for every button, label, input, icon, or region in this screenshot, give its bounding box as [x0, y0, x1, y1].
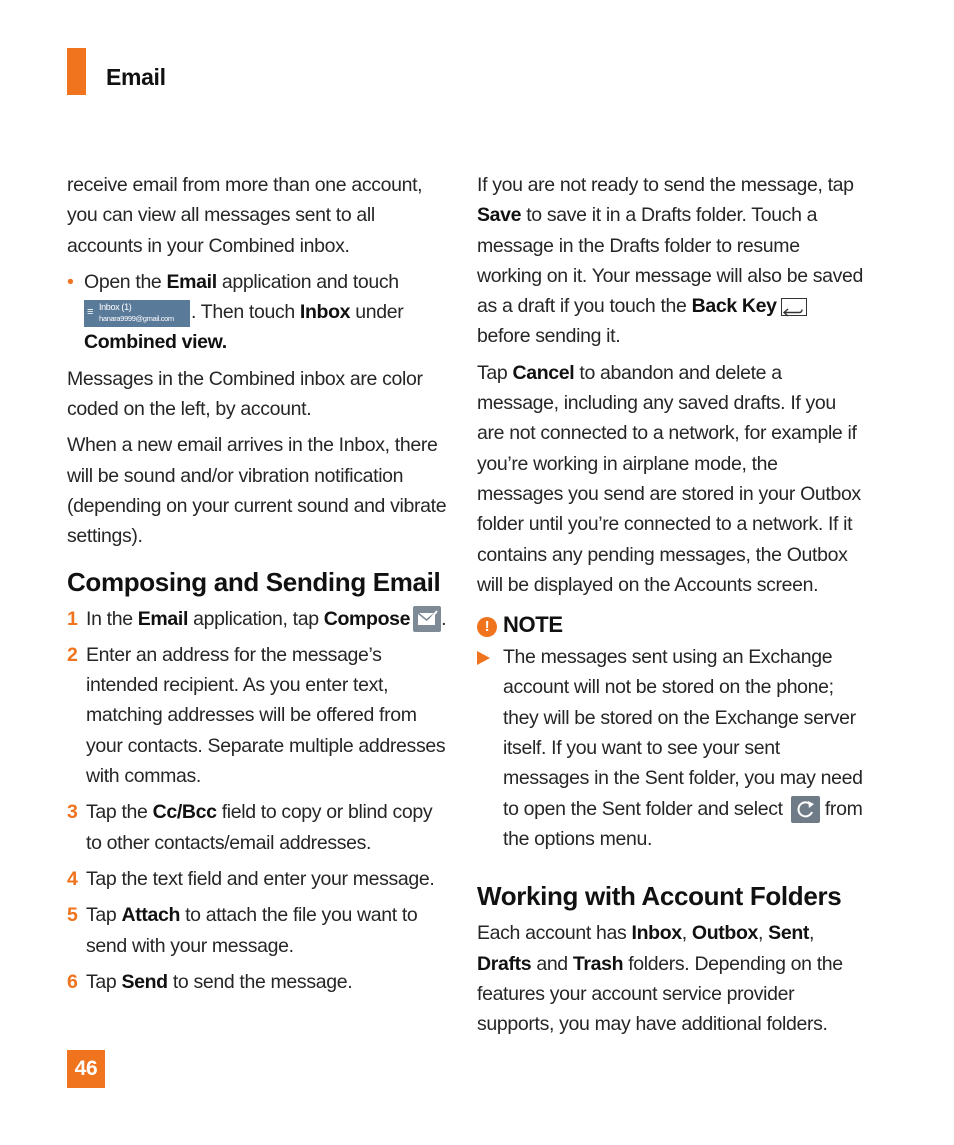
inbox-chip-image: ≡ Inbox (1) hanara9999@gmail.com	[84, 300, 190, 327]
note-heading: ! NOTE	[477, 610, 867, 640]
paragraph-notification: When a new email arrives in the Inbox, there will be sound and/or vibration notification (depending on your current sound and vibrate settings).	[67, 434, 447, 548]
refresh-icon	[791, 796, 820, 823]
step-2: 2 Enter an address for the message’s intended recipient. As you enter text, matching addresses will be offered from your contacts. Separate multiple addresses with commas.	[67, 643, 446, 788]
section-marker	[67, 48, 86, 95]
intro-paragraph: receive email from more than one account, you can view all messages sent to all accounts in your Combined inbox.	[67, 174, 423, 257]
paragraph-cancel: Tap Cancel to abandon and delete a message, including any saved drafts. If you are not connected to a network, for example if you’re working in airplane mode, the messages you send are stored in your Outbox folder until you’re connected to a network. If it contains any pending messages, the Outbox will be displayed on the Accounts screen.	[477, 361, 861, 596]
bullet-dot-icon: •	[67, 270, 74, 293]
section-title: Email	[106, 64, 166, 90]
compose-icon	[413, 606, 441, 632]
step-5: 5 Tap Attach to attach the file you want to send with your message.	[67, 904, 418, 957]
paragraph-color-coded: Messages in the Combined inbox are color coded on the left, by account.	[67, 367, 423, 421]
heading-folders: Working with Account Folders	[477, 881, 842, 912]
page-number: 46	[67, 1050, 105, 1088]
bullet-item: • Open the Email application and touch ≡ Inbox (1) hanara9999@gmail.com . Then touch Inbox under Combined view.	[67, 267, 452, 358]
note-item: The messages sent using an Exchange account will not be stored on the phone; they will be stored on the Exchange server itself. If you want to see your sent messages in the Sent folder, you may need to open the Sent folder and select from the options menu.	[477, 642, 867, 854]
paragraph-folders: Each account has Inbox, Outbox, Sent, Drafts and Trash folders. Depending on the features your account service provider supports, you may have additional folders.	[477, 922, 843, 1036]
step-3: 3 Tap the Cc/Bcc field to copy or blind copy to other contacts/email addresses.	[67, 801, 433, 854]
right-column	[477, 170, 867, 1045]
step-4: 4 Tap the text field and enter your message.	[67, 867, 435, 890]
step-6: 6 Tap Send to send the message.	[67, 970, 353, 993]
triangle-bullet-icon	[477, 651, 490, 665]
menu-icon: ≡	[87, 305, 94, 318]
heading-composing: Composing and Sending Email	[67, 566, 441, 597]
left-column	[67, 170, 452, 1003]
step-1: 1 In the Email application, tap Compose .	[67, 604, 452, 634]
exclamation-icon: !	[477, 617, 497, 637]
back-key-icon	[781, 298, 807, 316]
paragraph-save-draft: If you are not ready to send the message, tap Save to save it in a Drafts folder. Touch a message in the Drafts folder to resume working on it. Your message will also be saved as a draft if you touch the Back Key before sending it.	[477, 174, 864, 348]
